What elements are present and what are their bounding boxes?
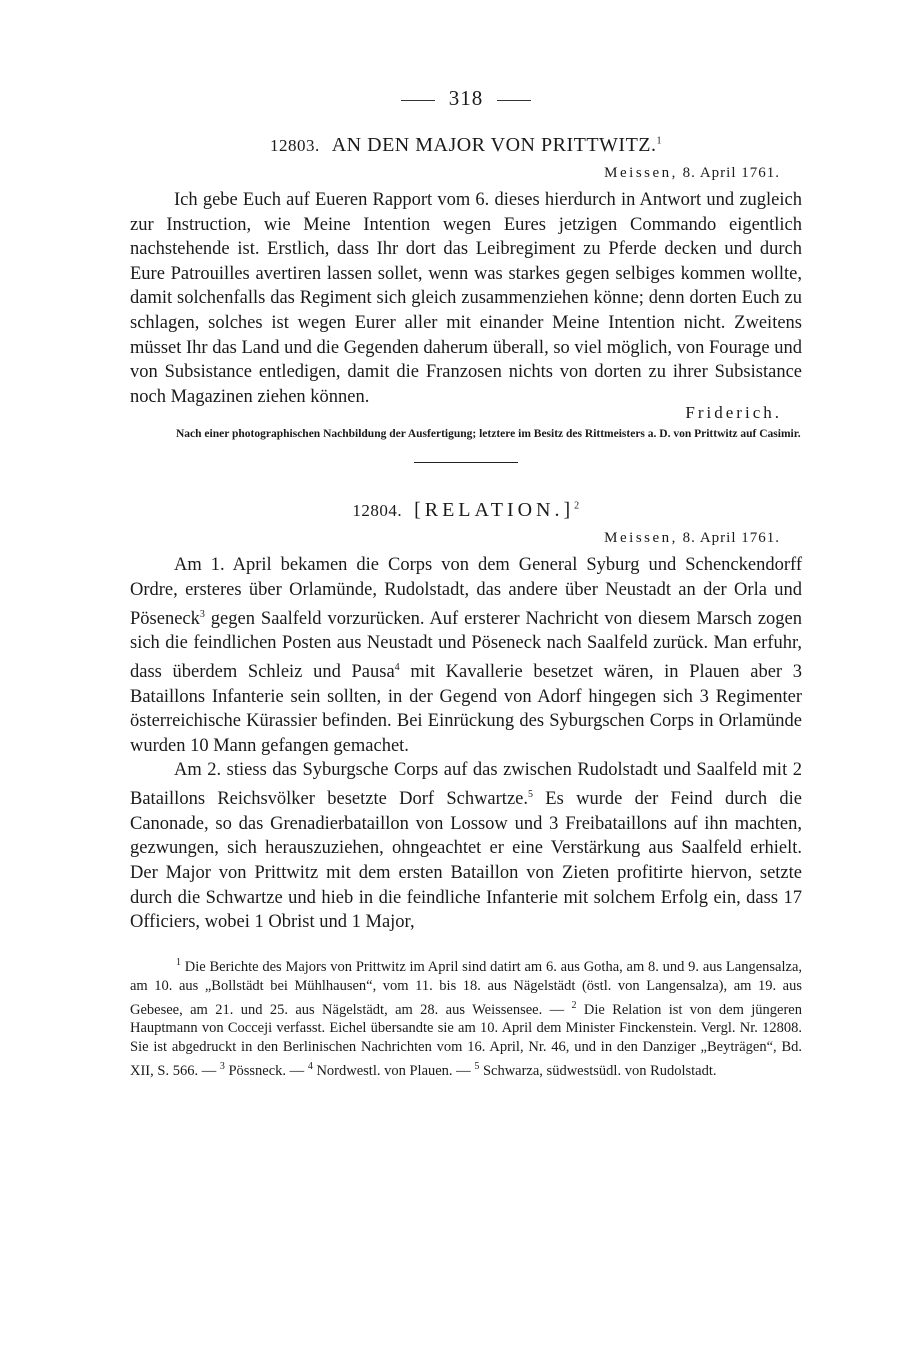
footnote-ref: 5 [528,789,533,800]
footnote-ref: 1 [656,135,663,147]
letter-title: AN DEN MAJOR VON PRITTWITZ. [331,134,657,156]
footnote-marker: 2 [571,999,577,1011]
dateline-place: Meissen, [604,530,678,547]
footnote-ref: 4 [394,661,400,673]
page-number-dash-left [401,100,435,101]
letter-heading [130,134,802,157]
dateline-place: Meissen, [604,165,678,181]
source-note: Nach einer photographischen Nachbildung der Ausfertigung; letztere im Besitz des Rittmeisters a. D. von Prittwitz auf Casimir. [176,428,801,441]
page-number-dash-right [497,100,531,101]
relation-number: 12804. [352,501,403,521]
footnote-ref: 3 [199,608,205,620]
letter-body [130,188,802,409]
relation-heading [130,499,802,522]
footnote-marker: 3 [219,1061,225,1073]
footnote-marker: 5 [474,1061,480,1073]
relation-paragraph-2: Am 2. stiess das Syburgsche Corps auf das zwischen Rudolstadt und Saalfeld mit 2 Bataillons Reichsvölker besetzte Dorf Schwartze.$^5$ Es wurde der Feind durch die Canonade, so das Grenadierbataillon von Lossow und 3 Freibataillons auf ihn machten, gezwungen, sich herauszuziehen, ohngeachtet er eine Verstärkung aus Saalfeld erhielt. Der Major von Prittwitz mit dem ersten Bataillon von Zieten profitirte hiervon, setzte durch die Schwartze und hieb in die feindliche Infanterie mit solchem Erfolg ein, dass 17 Officiers, wobei 1 Obrist und 1 Major, [130,760,802,933]
footnotes: $^1$ Die Berichte des Majors von Prittwitz im April sind datirt am 6. aus Gotha, am 8. und 9. aus Langensalza, am 10. aus „Bollstädt bei Mühlhausen“, vom 11. bis 18. aus Nägelstädt (östl. von Langensalza), am 19. aus Gebesee, am 21. und 25. aus Nägelstädt, am 28. aus Weissensee. — $^2$ Die Relation ist von dem jüngeren Hauptmann von Cocceji verfasst. Eichel übersandte sie am 10. April dem Minister Finckenstein. Vergl. Nr. 12808. Sie ist abgedruckt in den Berlinischen Nachrichten vom 16. April, Nr. 46, und in den Danziger „Beyträgen“, Bd. XII, S. 566. — $^3$ Pössneck. — $^4$ Nordwestl. von Plauen. — $^5$ Schwarza, südwestsüdl. von Rudolstadt. [130,956,802,1080]
signature: Friderich. [685,403,782,423]
section-divider [414,462,518,463]
dateline-date: 8. April 1761. [682,530,780,547]
footnote-marker: 1 [176,956,181,968]
document-page [130,86,802,1081]
letter-dateline [130,165,802,182]
relation-title: [RELATION.] [414,499,575,522]
dateline-date: 8. April 1761. [682,165,780,181]
letter-paragraph: Ich gebe Euch auf Eueren Rapport vom 6. dieses hierdurch in Antwort und zugleich zur Instruction, wie Meine Intention wegen Eures jetzigen Commando eigentlich nachstehende ist. Erstlich, dass Ihr dort das Leibregiment zu Pferde decken und durch Eure Patrouilles avertiren lassen sollet, wenn was starkes gegen selbiges kommen wollte, damit solchenfalls das Regiment sich gleich zusammenziehen könne; denn dorten Euch zu schlagen, solches ist wegen Eurer aller mit einander Meine Intention nicht. Zweitens müsset Ihr das Land und die Gegenden daherum überall, so viel möglich, von Fourage und von Subsistance entledigen, damit die Franzosen nichts von dorten zu ihrer Subsistance noch Magazinen ziehen können. [130,190,803,407]
relation-dateline [130,530,802,547]
page-number: 318 [130,86,802,116]
relation-paragraph-1: Am 1. April bekamen die Corps von dem General Syburg und Schenckendorff Ordre, ersteres über Orlamünde, Rudolstadt, das andere über Neustadt an der Orla und Pöseneck$^3$ gegen Saalfeld vorzurücken. Auf ersterer Nachricht von diesem Marsch zogen sich die feindlichen Posten aus Neustadt und Pöseneck nach Saalfeld zurück. Man erfuhr, dass überdem Schleiz und Pausa$^4$ mit Kavallerie besetzet wären, in Plauen aber 3 Bataillons Infanterie sein sollten, in der Gegend von Adorf hingegen sich 3 Regimenter österreichische Kürassier befinden. Bei Einrückung des Syburgschen Corps in Orlamünde wurden 10 Mann gefangen gemachet. [130,555,802,756]
relation-body [130,553,802,934]
footnote-marker: 4 [307,1061,313,1073]
footnote-ref: 2 [574,500,580,512]
letter-number: 12803. [269,136,320,155]
